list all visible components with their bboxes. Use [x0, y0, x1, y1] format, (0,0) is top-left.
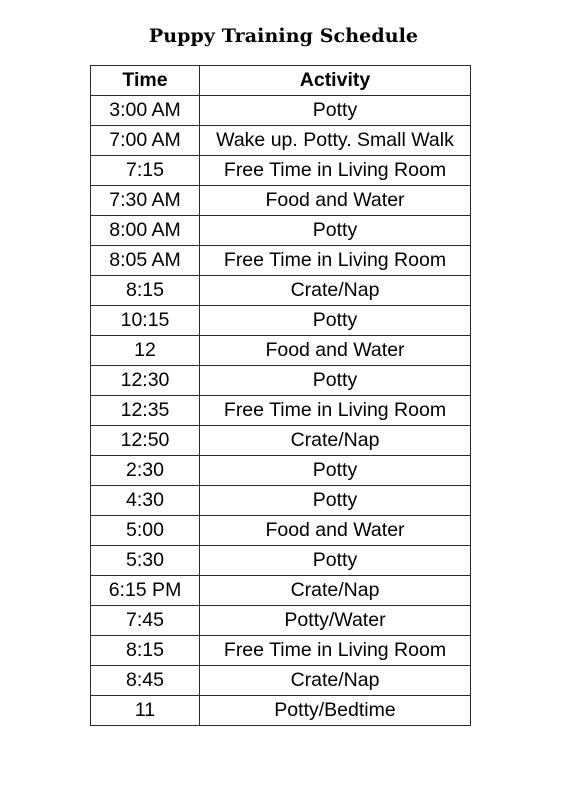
- schedule-table: [90, 65, 471, 726]
- activity-cell: Potty/Bedtime: [200, 696, 471, 726]
- time-cell: 5:30: [91, 546, 200, 576]
- table-row: [91, 96, 471, 126]
- activity-cell: Potty/Water: [200, 606, 471, 636]
- time-cell: 12: [91, 336, 200, 366]
- activity-cell: Potty: [200, 216, 471, 246]
- table-row: [91, 576, 471, 606]
- activity-cell: Free Time in Living Room: [200, 636, 471, 666]
- table-row: [91, 516, 471, 546]
- time-cell: 8:45: [91, 666, 200, 696]
- time-cell: 5:00: [91, 516, 200, 546]
- table-row: [91, 426, 471, 456]
- time-cell: 7:30 AM: [91, 186, 200, 216]
- table-row: [91, 186, 471, 216]
- time-cell: 4:30: [91, 486, 200, 516]
- time-cell: 7:45: [91, 606, 200, 636]
- table-row: [91, 606, 471, 636]
- time-cell: 12:50: [91, 426, 200, 456]
- table-row: [91, 276, 471, 306]
- time-cell: 2:30: [91, 456, 200, 486]
- time-cell: 8:05 AM: [91, 246, 200, 276]
- activity-cell: Potty: [200, 486, 471, 516]
- table-row: [91, 546, 471, 576]
- table-row: [91, 696, 471, 726]
- activity-cell: Potty: [200, 96, 471, 126]
- column-header-activity: Activity: [200, 66, 471, 96]
- time-cell: 12:35: [91, 396, 200, 426]
- activity-cell: Potty: [200, 366, 471, 396]
- time-cell: 7:00 AM: [91, 126, 200, 156]
- table-row: [91, 216, 471, 246]
- table-row: [91, 156, 471, 186]
- activity-cell: Crate/Nap: [200, 426, 471, 456]
- activity-cell: Potty: [200, 546, 471, 576]
- activity-cell: Food and Water: [200, 516, 471, 546]
- table-row: [91, 246, 471, 276]
- time-cell: 8:15: [91, 636, 200, 666]
- table-row: [91, 486, 471, 516]
- table-row: [91, 126, 471, 156]
- activity-cell: Free Time in Living Room: [200, 396, 471, 426]
- time-cell: 6:15 PM: [91, 576, 200, 606]
- table-header-row: [91, 66, 471, 96]
- table-row: [91, 336, 471, 366]
- time-cell: 10:15: [91, 306, 200, 336]
- page-title: Puppy Training Schedule: [148, 25, 419, 47]
- activity-cell: Free Time in Living Room: [200, 246, 471, 276]
- activity-cell: Potty: [200, 306, 471, 336]
- activity-cell: Food and Water: [200, 186, 471, 216]
- activity-cell: Crate/Nap: [200, 576, 471, 606]
- column-header-time: Time: [91, 66, 200, 96]
- table-row: [91, 636, 471, 666]
- activity-cell: Crate/Nap: [200, 276, 471, 306]
- table-row: [91, 366, 471, 396]
- table-row: [91, 306, 471, 336]
- table-body: [91, 96, 471, 726]
- activity-cell: Free Time in Living Room: [200, 156, 471, 186]
- table-row: [91, 666, 471, 696]
- time-cell: 12:30: [91, 366, 200, 396]
- time-cell: 7:15: [91, 156, 200, 186]
- activity-cell: Food and Water: [200, 336, 471, 366]
- table-row: [91, 456, 471, 486]
- table-row: [91, 396, 471, 426]
- activity-cell: Wake up. Potty. Small Walk: [200, 126, 471, 156]
- time-cell: 3:00 AM: [91, 96, 200, 126]
- activity-cell: Potty: [200, 456, 471, 486]
- time-cell: 8:15: [91, 276, 200, 306]
- time-cell: 11: [91, 696, 200, 726]
- activity-cell: Crate/Nap: [200, 666, 471, 696]
- time-cell: 8:00 AM: [91, 216, 200, 246]
